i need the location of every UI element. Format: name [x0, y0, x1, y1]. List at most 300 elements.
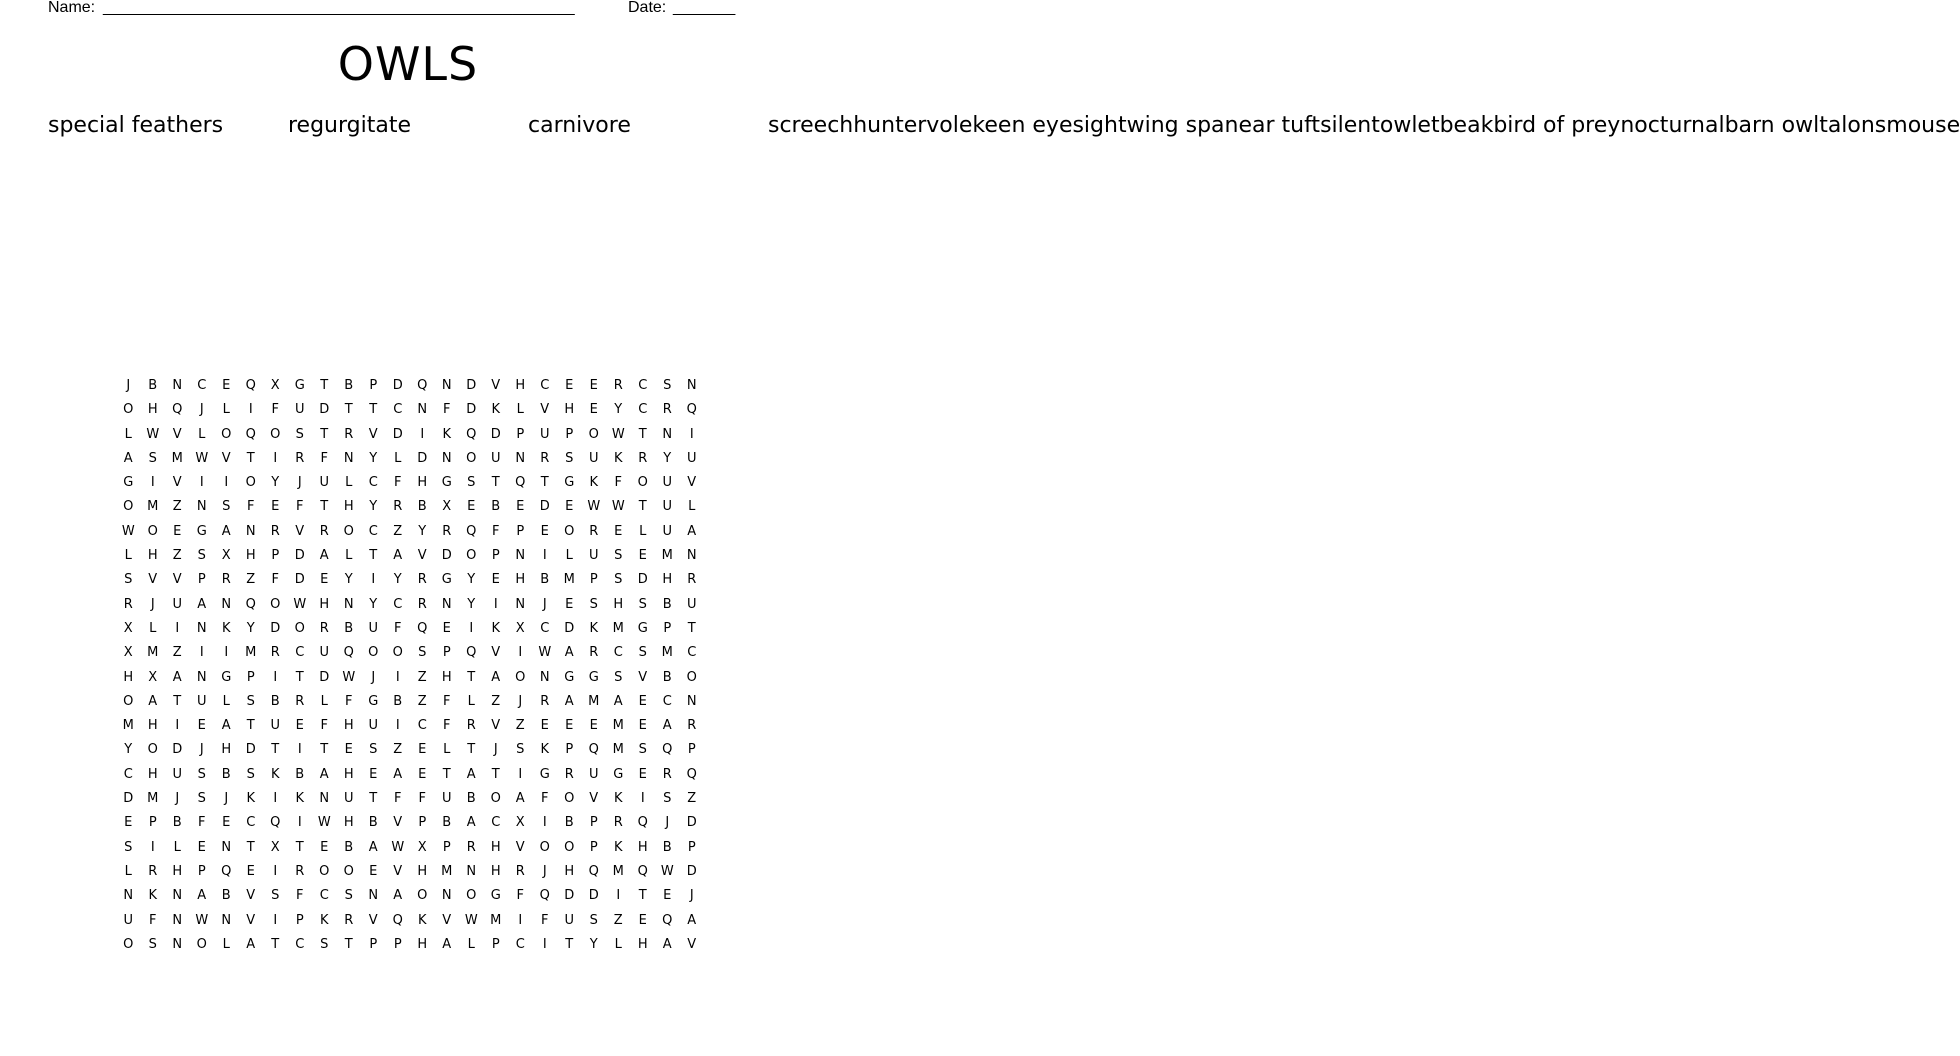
- grid-letter: A: [368, 839, 378, 855]
- grid-letter: P: [246, 669, 255, 685]
- grid-letter: E: [222, 815, 231, 831]
- grid-letter: O: [564, 839, 575, 855]
- grid-letter: R: [662, 766, 672, 782]
- grid-letter: S: [148, 936, 157, 952]
- grid-letter: D: [392, 378, 403, 393]
- grid-letter: O: [564, 791, 575, 807]
- word-bank-item: silent: [1320, 113, 1380, 138]
- grid-letter: N: [172, 936, 183, 952]
- grid-letter: O: [539, 839, 550, 855]
- grid-letter: R: [123, 596, 133, 612]
- grid-letter: Z: [393, 523, 403, 539]
- grid-letter: C: [613, 645, 623, 661]
- grid-letter: U: [294, 402, 305, 418]
- grid-letter: A: [515, 791, 525, 807]
- grid-letter: M: [122, 718, 134, 734]
- grid-letter: D: [319, 402, 330, 418]
- grid-letter: A: [613, 693, 623, 709]
- grid-letter: P: [197, 572, 206, 588]
- grid-letter: V: [246, 912, 256, 928]
- grid-letter: Q: [392, 912, 403, 928]
- grid-letter: Q: [588, 742, 599, 758]
- grid-letter: Q: [245, 378, 256, 393]
- grid-letter: L: [173, 839, 181, 855]
- grid-letter: W: [660, 863, 674, 879]
- grid-letter: R: [295, 450, 305, 466]
- grid-letter: B: [344, 839, 354, 855]
- grid-letter: K: [491, 620, 501, 636]
- grid-letter: C: [319, 888, 329, 904]
- grid-letter: T: [271, 936, 280, 952]
- grid-letter: R: [295, 863, 305, 879]
- grid-letter: H: [319, 596, 330, 612]
- grid-letter: P: [197, 863, 206, 879]
- grid-letter: R: [589, 645, 599, 661]
- grid-letter: U: [662, 499, 672, 515]
- grid-letter: N: [172, 888, 183, 904]
- grid-letter: P: [442, 839, 451, 855]
- grid-letter: M: [612, 620, 624, 636]
- grid-letter: Q: [466, 523, 477, 539]
- grid-letter: S: [614, 572, 623, 588]
- grid-letter: F: [296, 888, 304, 904]
- grid-letter: D: [539, 499, 550, 515]
- grid-letter: A: [123, 450, 133, 466]
- grid-letter: T: [246, 839, 255, 855]
- grid-letter: V: [515, 839, 525, 855]
- grid-letter: M: [171, 450, 183, 466]
- grid-letter: S: [614, 548, 623, 564]
- grid-letter: F: [198, 815, 206, 831]
- grid-letter: Q: [245, 426, 256, 442]
- grid-letter: P: [687, 742, 696, 758]
- grid-letter: M: [661, 645, 673, 661]
- grid-letter: M: [661, 548, 673, 564]
- grid-letter: T: [344, 402, 353, 418]
- grid-letter: U: [441, 791, 452, 807]
- grid-letter: F: [614, 475, 622, 491]
- grid-letter: G: [196, 523, 207, 539]
- grid-letter: A: [221, 523, 231, 539]
- grid-letter: S: [516, 742, 525, 758]
- grid-letter: J: [665, 815, 670, 831]
- grid-letter: U: [368, 620, 378, 636]
- grid-letter: E: [491, 572, 500, 588]
- grid-letter: C: [638, 378, 648, 393]
- grid-letter: S: [418, 645, 427, 661]
- grid-letter: K: [246, 791, 256, 807]
- grid-letter: J: [150, 596, 155, 612]
- grid-letter: Z: [246, 572, 256, 588]
- grid-letter: B: [662, 839, 672, 855]
- grid-letter: B: [442, 815, 452, 831]
- grid-letter: R: [148, 863, 158, 879]
- grid-letter: R: [613, 815, 623, 831]
- grid-letter: Y: [124, 742, 133, 758]
- grid-letter: Q: [417, 620, 428, 636]
- grid-row: [116, 641, 704, 665]
- grid-letter: P: [687, 839, 696, 855]
- grid-letter: C: [491, 815, 501, 831]
- grid-letter: X: [515, 620, 525, 636]
- grid-letter: O: [123, 499, 134, 515]
- grid-letter: D: [294, 572, 305, 588]
- grid-letter: R: [540, 450, 550, 466]
- grid-letter: E: [638, 693, 647, 709]
- grid-letter: E: [565, 499, 574, 515]
- word-bank-item: beak: [1439, 113, 1494, 138]
- grid-letter: R: [319, 523, 329, 539]
- grid-letter: H: [343, 766, 354, 782]
- grid-letter: H: [515, 378, 526, 393]
- grid-letter: X: [515, 815, 525, 831]
- grid-letter: J: [297, 475, 302, 491]
- grid-letter: I: [371, 572, 376, 588]
- grid-letter: Q: [515, 475, 526, 491]
- grid-letter: N: [123, 888, 134, 904]
- grid-letter: W: [121, 523, 135, 539]
- grid-letter: C: [687, 645, 697, 661]
- grid-letter: V: [295, 523, 305, 539]
- grid-letter: F: [443, 402, 451, 418]
- grid-letter: O: [637, 475, 648, 491]
- grid-letter: E: [614, 523, 623, 539]
- grid-letter: T: [638, 888, 647, 904]
- grid-letter: S: [369, 742, 378, 758]
- grid-letter: R: [319, 620, 329, 636]
- grid-letter: N: [221, 912, 232, 928]
- grid-letter: D: [686, 815, 697, 831]
- grid-letter: T: [467, 669, 476, 685]
- grid-letter: O: [319, 863, 330, 879]
- grid-letter: S: [565, 450, 574, 466]
- grid-letter: C: [638, 402, 648, 418]
- grid-letter: S: [614, 669, 623, 685]
- word-bank-item: bird of prey: [1493, 113, 1621, 138]
- grid-letter: D: [564, 888, 575, 904]
- grid-letter: F: [516, 888, 524, 904]
- grid-letter: N: [441, 450, 452, 466]
- grid-letter: W: [391, 839, 405, 855]
- word-bank-item: owlet: [1379, 113, 1440, 138]
- grid-letter: E: [540, 523, 549, 539]
- grid-letter: S: [246, 766, 255, 782]
- grid-row: [116, 714, 704, 738]
- grid-letter: O: [515, 669, 526, 685]
- grid-letter: A: [662, 936, 672, 952]
- grid-letter: H: [147, 718, 158, 734]
- grid-letter: R: [515, 863, 525, 879]
- grid-letter: M: [612, 742, 624, 758]
- grid-letter: S: [197, 766, 206, 782]
- grid-letter: W: [195, 912, 209, 928]
- grid-letter: H: [147, 548, 158, 564]
- grid-row: [116, 447, 704, 471]
- grid-letter: B: [221, 766, 231, 782]
- grid-letter: O: [466, 450, 477, 466]
- grid-letter: I: [542, 548, 547, 564]
- grid-letter: A: [197, 596, 207, 612]
- grid-letter: O: [686, 669, 697, 685]
- grid-letter: H: [637, 936, 648, 952]
- grid-letter: E: [246, 863, 255, 879]
- word-bank-item: regurgitate: [288, 113, 412, 138]
- grid-letter: Y: [369, 450, 378, 466]
- grid-letter: S: [124, 839, 133, 855]
- grid-letter: R: [270, 523, 280, 539]
- grid-letter: T: [344, 936, 353, 952]
- grid-letter: Y: [418, 523, 427, 539]
- grid-letter: I: [542, 936, 547, 952]
- grid-letter: J: [371, 669, 376, 685]
- grid-letter: L: [124, 426, 132, 442]
- grid-letter: H: [564, 863, 575, 879]
- grid-letter: P: [418, 815, 427, 831]
- grid-letter: Q: [686, 766, 697, 782]
- grid-letter: I: [175, 718, 180, 734]
- grid-letter: U: [490, 450, 501, 466]
- grid-letter: Q: [270, 815, 281, 831]
- grid-letter: I: [248, 402, 253, 418]
- grid-letter: U: [172, 596, 182, 612]
- grid-letter: Z: [393, 742, 403, 758]
- grid-letter: I: [542, 815, 547, 831]
- grid-letter: I: [273, 669, 278, 685]
- grid-letter: E: [271, 499, 280, 515]
- grid-letter: T: [173, 693, 182, 709]
- word-bank-item: keen eyesight: [972, 113, 1127, 138]
- grid-letter: S: [638, 645, 647, 661]
- grid-letter: H: [417, 475, 428, 491]
- grid-letter: L: [124, 863, 132, 879]
- grid-letter: H: [441, 669, 452, 685]
- grid-letter: X: [123, 645, 133, 661]
- grid-row: [116, 520, 704, 544]
- grid-letter: I: [273, 791, 278, 807]
- grid-letter: A: [662, 718, 672, 734]
- grid-letter: V: [491, 645, 501, 661]
- grid-letter: V: [491, 718, 501, 734]
- grid-letter: Z: [687, 791, 697, 807]
- grid-letter: I: [395, 718, 400, 734]
- grid-letter: U: [539, 426, 550, 442]
- grid-letter: W: [611, 426, 625, 442]
- grid-letter: N: [417, 402, 428, 418]
- grid-letter: W: [587, 499, 601, 515]
- grid-letter: D: [417, 450, 428, 466]
- grid-letter: C: [295, 645, 305, 661]
- grid-letter: B: [295, 766, 305, 782]
- grid-letter: Y: [589, 936, 598, 952]
- grid-letter: I: [175, 620, 180, 636]
- grid-letter: E: [589, 378, 598, 393]
- grid-letter: S: [124, 572, 133, 588]
- grid-letter: H: [613, 596, 624, 612]
- grid-letter: V: [368, 426, 378, 442]
- grid-letter: T: [271, 742, 280, 758]
- grid-letter: P: [491, 548, 500, 564]
- grid-letter: N: [686, 693, 697, 709]
- grid-row: [116, 471, 704, 495]
- grid-letter: F: [271, 572, 279, 588]
- grid-letter: H: [343, 499, 354, 515]
- grid-letter: J: [542, 863, 547, 879]
- grid-letter: U: [686, 596, 697, 612]
- grid-letter: I: [199, 475, 204, 491]
- word-bank-item: wing span: [1126, 113, 1239, 138]
- grid-letter: L: [565, 548, 573, 564]
- grid-letter: S: [467, 475, 476, 491]
- grid-letter: S: [197, 548, 206, 564]
- grid-letter: E: [663, 888, 672, 904]
- grid-letter: C: [246, 815, 256, 831]
- grid-letter: P: [369, 936, 378, 952]
- grid-letter: L: [124, 548, 132, 564]
- word-bank-item: ear tuft: [1238, 113, 1321, 138]
- grid-letter: Q: [637, 815, 648, 831]
- grid-letter: F: [320, 718, 328, 734]
- grid-letter: K: [540, 742, 550, 758]
- grid-letter: X: [270, 839, 280, 855]
- grid-letter: K: [613, 450, 623, 466]
- grid-letter: D: [392, 426, 403, 442]
- grid-letter: U: [123, 912, 133, 928]
- grid-letter: I: [273, 912, 278, 928]
- grid-letter: H: [564, 402, 575, 418]
- grid-letter: Y: [344, 572, 353, 588]
- grid-letter: E: [638, 912, 647, 928]
- grid-letter: G: [637, 620, 648, 636]
- grid-letter: I: [420, 426, 425, 442]
- grid-letter: X: [148, 669, 158, 685]
- grid-letter: O: [368, 645, 379, 661]
- grid-letter: H: [637, 839, 648, 855]
- grid-letter: U: [319, 645, 329, 661]
- grid-letter: H: [343, 718, 354, 734]
- grid-letter: B: [491, 499, 501, 515]
- grid-letter: P: [565, 426, 574, 442]
- grid-letter: D: [172, 742, 183, 758]
- grid-letter: G: [123, 475, 134, 491]
- word-search-grid: [116, 374, 704, 957]
- grid-letter: L: [394, 450, 402, 466]
- grid-letter: I: [518, 912, 523, 928]
- grid-letter: C: [417, 718, 427, 734]
- grid-letter: A: [564, 645, 574, 661]
- grid-letter: E: [467, 499, 476, 515]
- grid-letter: A: [442, 936, 452, 952]
- grid-letter: Y: [467, 572, 476, 588]
- grid-letter: N: [245, 523, 256, 539]
- grid-letter: H: [123, 669, 134, 685]
- grid-letter: U: [686, 450, 697, 466]
- grid-letter: J: [518, 693, 523, 709]
- grid-letter: J: [199, 402, 204, 418]
- grid-letter: Y: [369, 499, 378, 515]
- grid-letter: U: [588, 766, 599, 782]
- grid-letter: D: [466, 378, 477, 393]
- grid-letter: H: [417, 863, 428, 879]
- grid-letter: P: [442, 645, 451, 661]
- grid-letter: F: [394, 620, 402, 636]
- grid-letter: F: [247, 499, 255, 515]
- grid-letter: E: [320, 839, 329, 855]
- grid-letter: K: [613, 791, 623, 807]
- grid-letter: O: [392, 645, 403, 661]
- grid-letter: R: [540, 693, 550, 709]
- grid-letter: L: [222, 693, 230, 709]
- grid-letter: G: [441, 572, 452, 588]
- grid-letter: K: [270, 766, 280, 782]
- grid-letter: O: [294, 620, 305, 636]
- grid-letter: Z: [515, 718, 525, 734]
- grid-letter: O: [270, 426, 281, 442]
- grid-letter: T: [687, 620, 696, 636]
- grid-letter: F: [541, 912, 549, 928]
- grid-letter: L: [149, 620, 157, 636]
- grid-letter: T: [246, 718, 255, 734]
- grid-letter: P: [516, 426, 525, 442]
- grid-letter: U: [172, 766, 182, 782]
- grid-row: [116, 836, 704, 860]
- grid-letter: O: [196, 936, 207, 952]
- grid-letter: I: [150, 475, 155, 491]
- grid-letter: R: [221, 572, 231, 588]
- grid-letter: X: [417, 839, 427, 855]
- grid-letter: H: [147, 402, 158, 418]
- grid-letter: A: [687, 523, 697, 539]
- grid-letter: N: [539, 669, 550, 685]
- grid-letter: N: [221, 839, 232, 855]
- grid-letter: F: [443, 693, 451, 709]
- grid-letter: V: [172, 426, 182, 442]
- grid-letter: B: [417, 499, 427, 515]
- grid-letter: T: [320, 499, 329, 515]
- grid-letter: K: [417, 912, 427, 928]
- grid-letter: L: [198, 426, 206, 442]
- grid-letter: G: [490, 888, 501, 904]
- grid-letter: N: [196, 499, 207, 515]
- grid-letter: A: [564, 693, 574, 709]
- grid-row: [116, 860, 704, 884]
- grid-letter: D: [441, 548, 452, 564]
- grid-letter: M: [612, 718, 624, 734]
- grid-letter: E: [638, 548, 647, 564]
- grid-letter: P: [589, 815, 598, 831]
- grid-letter: H: [662, 572, 673, 588]
- grid-letter: N: [172, 912, 183, 928]
- grid-row: [116, 787, 704, 811]
- grid-letter: R: [687, 718, 697, 734]
- grid-letter: S: [638, 742, 647, 758]
- grid-letter: A: [393, 888, 403, 904]
- grid-letter: J: [493, 742, 498, 758]
- grid-letter: T: [491, 475, 500, 491]
- grid-letter: V: [148, 572, 158, 588]
- grid-letter: X: [270, 378, 280, 393]
- grid-letter: I: [689, 426, 694, 442]
- grid-letter: D: [294, 548, 305, 564]
- grid-letter: G: [221, 669, 232, 685]
- grid-letter: O: [270, 596, 281, 612]
- grid-row: [116, 738, 704, 762]
- grid-letter: S: [222, 499, 231, 515]
- grid-letter: I: [640, 791, 645, 807]
- grid-letter: J: [689, 888, 694, 904]
- grid-letter: T: [638, 426, 647, 442]
- grid-letter: M: [441, 863, 453, 879]
- grid-row: [116, 763, 704, 787]
